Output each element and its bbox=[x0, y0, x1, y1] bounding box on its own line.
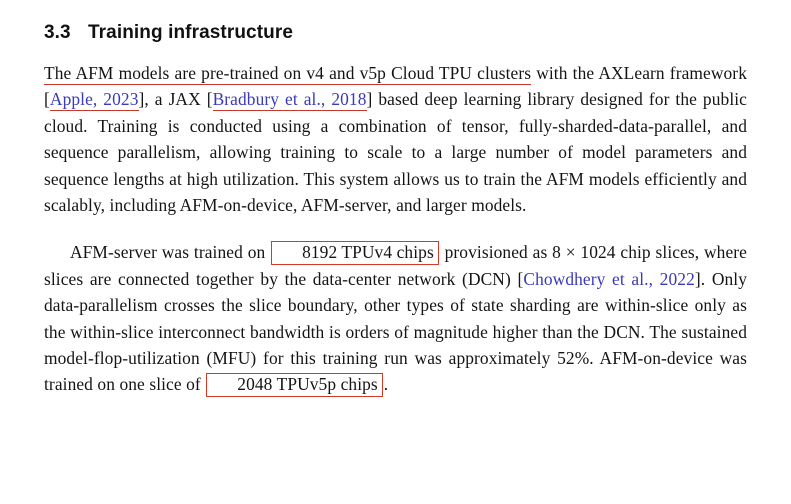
paragraph2-segment-a: AFM-server was trained on bbox=[70, 242, 271, 263]
citation-apple-2023[interactable]: Apple, 2023 bbox=[49, 89, 139, 110]
paragraph1-segment-d: ] based deep learning library designed for the public cloud. Training is conducted using a combination of tensor, fully-sharded-data-parallel, and sequence parallelism, allowing training to scale to a large number of model parameters and sequence lengths at high utilization. This system allows us to train the AFM models efficiently and scalably, including AFM-on-device, AFM-server, and larger models. bbox=[44, 89, 747, 216]
paragraph2-segment-b: provisioned as 8 × 1024 chip slices, where slices are connected together by the data-center network (DCN) [ bbox=[44, 242, 747, 289]
paragraph1-segment-c: ], a JAX [ bbox=[138, 89, 213, 110]
section-heading bbox=[44, 22, 747, 44]
highlight-box-2048-tpuv5p-chips: 2048 TPUv5p chips bbox=[206, 373, 383, 397]
paragraph1-segment-b: with the AXLearn framework [ bbox=[44, 63, 747, 110]
paragraph-training-infrastructure bbox=[44, 60, 747, 218]
section-title: Training infrastructure bbox=[88, 22, 294, 43]
paragraph2-segment-c: ]. Only data-parallelism crosses the slice boundary, other types of state sharding are within-slice only as the within-slice interconnect bandwidth is orders of magnitude higher than the DCN. The sustained model-flop-utilization (MFU) for this training run was approximately 52%. AFM-on-device was trained on one slice of bbox=[44, 268, 748, 395]
paragraph-afm-server-training bbox=[44, 239, 747, 397]
highlight-box-8192-tpuv4-chips: 8192 TPUv4 chips bbox=[271, 241, 439, 265]
citation-bradbury-2018[interactable]: Bradbury et al., 2018 bbox=[212, 89, 367, 110]
paragraph2-segment-d: . bbox=[383, 374, 389, 395]
section-number: 3.3 bbox=[44, 22, 71, 43]
annotated-phrase-tpu-clusters: The AFM models are pre-trained on v4 and v5p Cloud TPU clusters bbox=[44, 63, 532, 83]
citation-chowdhery-2022[interactable]: Chowdhery et al., 2022 bbox=[523, 268, 695, 289]
